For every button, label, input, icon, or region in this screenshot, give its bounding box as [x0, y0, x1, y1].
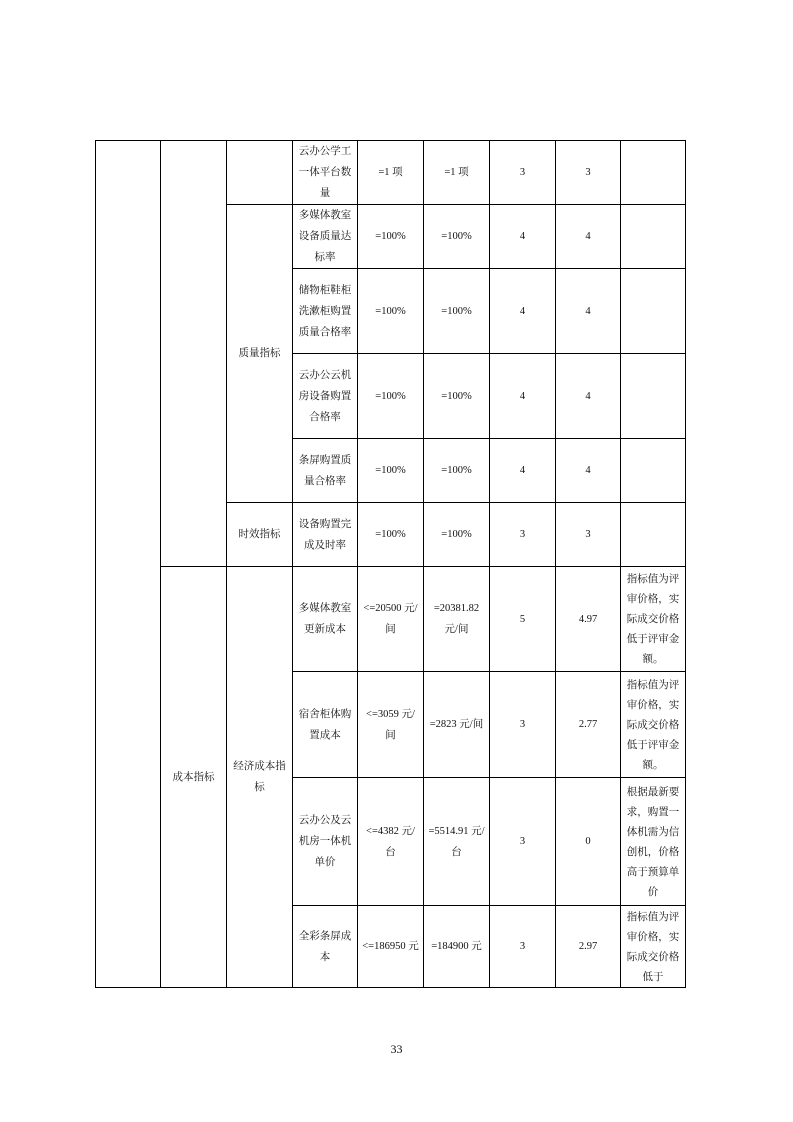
note-cell [621, 205, 686, 269]
page-number: 33 [390, 1042, 403, 1056]
note-cell: 根据最新要求，购置一体机需为信创机，价格高于预算单价 [621, 778, 686, 906]
indicator-name: 云办公云机房设备购置合格率 [293, 354, 358, 439]
target-value: <=3059 元/间 [358, 672, 424, 778]
indicator-name: 全彩条屏成本 [293, 906, 358, 988]
weight-value: 4 [490, 354, 556, 439]
note-cell: 指标值为评审价格，实际成交价格低于评审金额。 [621, 567, 686, 672]
score-value: 3 [556, 503, 621, 567]
target-value: =100% [358, 354, 424, 439]
performance-table [95, 140, 686, 988]
weight-value: 3 [490, 906, 556, 988]
score-value: 4 [556, 354, 621, 439]
actual-value: =2823 元/间 [424, 672, 490, 778]
weight-value: 4 [490, 269, 556, 354]
target-value: =100% [358, 503, 424, 567]
note-cell [621, 354, 686, 439]
target-value: <=186950 元 [358, 906, 424, 988]
actual-value: =20381.82 元/间 [424, 567, 490, 672]
note-cell [621, 269, 686, 354]
indicator-name: 设备购置完成及时率 [293, 503, 358, 567]
indicator-name: 多媒体教室更新成本 [293, 567, 358, 672]
score-value: 0 [556, 778, 621, 906]
target-value: =1 项 [358, 141, 424, 205]
actual-value: =100% [424, 354, 490, 439]
weight-value: 3 [490, 141, 556, 205]
table-row [96, 141, 686, 205]
actual-value: =100% [424, 503, 490, 567]
level1-blank-cell [161, 141, 227, 567]
target-value: =100% [358, 269, 424, 354]
score-value: 2.97 [556, 906, 621, 988]
indicator-name: 多媒体教室设备质量达标率 [293, 205, 358, 269]
actual-value: =100% [424, 205, 490, 269]
target-value: <=20500 元/间 [358, 567, 424, 672]
score-value: 3 [556, 141, 621, 205]
group-quality: 质量指标 [227, 205, 293, 503]
score-value: 2.77 [556, 672, 621, 778]
group-economic-cost: 经济成本指标 [227, 567, 293, 988]
target-value: <=4382 元/台 [358, 778, 424, 906]
level1-blank-cell [96, 141, 161, 988]
weight-value: 5 [490, 567, 556, 672]
score-value: 4 [556, 439, 621, 503]
actual-value: =184900 元 [424, 906, 490, 988]
score-value: 4 [556, 205, 621, 269]
actual-value: =1 项 [424, 141, 490, 205]
level2-blank-cell [227, 141, 293, 205]
note-cell [621, 439, 686, 503]
weight-value: 3 [490, 503, 556, 567]
indicator-name: 云办公及云机房一体机单价 [293, 778, 358, 906]
group-timeliness: 时效指标 [227, 503, 293, 567]
actual-value: =100% [424, 269, 490, 354]
note-cell: 指标值为评审价格，实际成交价格低于 [621, 906, 686, 988]
weight-value: 3 [490, 778, 556, 906]
actual-value: =100% [424, 439, 490, 503]
weight-value: 4 [490, 439, 556, 503]
note-cell: 指标值为评审价格，实际成交价格低于评审金额。 [621, 672, 686, 778]
indicator-name: 条屏购置质量合格率 [293, 439, 358, 503]
target-value: =100% [358, 205, 424, 269]
table-row [96, 567, 686, 672]
score-value: 4.97 [556, 567, 621, 672]
indicator-name: 云办公学工一体平台数量 [293, 141, 358, 205]
target-value: =100% [358, 439, 424, 503]
indicator-name: 宿舍柜体购置成本 [293, 672, 358, 778]
group-cost: 成本指标 [161, 567, 227, 988]
weight-value: 3 [490, 672, 556, 778]
score-value: 4 [556, 269, 621, 354]
weight-value: 4 [490, 205, 556, 269]
indicator-name: 储物柜鞋柜洗漱柜购置质量合格率 [293, 269, 358, 354]
actual-value: =5514.91 元/台 [424, 778, 490, 906]
note-cell [621, 503, 686, 567]
note-cell [621, 141, 686, 205]
